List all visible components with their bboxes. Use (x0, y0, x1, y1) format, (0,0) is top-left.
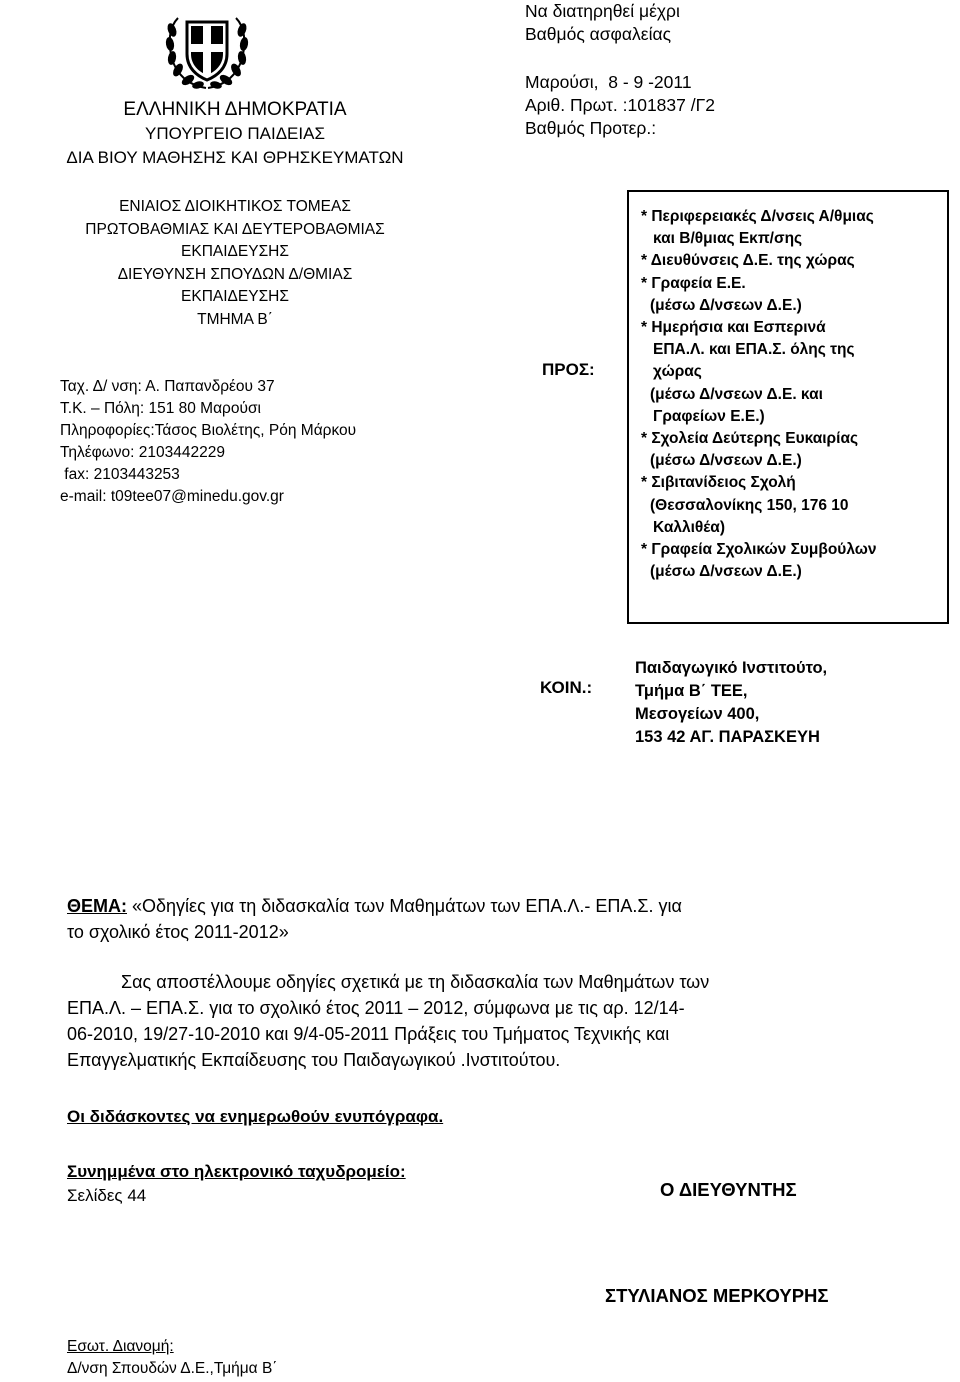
subject-block (67, 893, 887, 945)
contact-email: e-mail: t09tee07@minedu.gov.gr (60, 488, 284, 505)
recipient-line: * Σιβιτανίδειος Σχολή (641, 474, 796, 492)
recipients-label: ΠΡΟΣ: (542, 360, 595, 379)
subject-label: ΘΕΜΑ: (67, 896, 127, 916)
recipient-line: Καλλιθέα) (653, 518, 725, 536)
date-line: Μαρούσι, 8 - 9 -2011 (525, 72, 692, 92)
recipient-line: * Ημερήσια και Εσπερινά (641, 319, 826, 337)
attachments-pages: Σελίδες 44 (67, 1186, 147, 1205)
contact-fax: fax: 2103443253 (60, 466, 180, 483)
copy-to-label: ΚΟΙΝ.: (540, 678, 593, 697)
subject-text-cont: το σχολικό έτος 2011-2012» (67, 922, 289, 942)
recipient-line: Γραφείων Ε.Ε.) (653, 407, 765, 425)
contact-block (60, 376, 356, 508)
signatory-title: Ο ΔΙΕΥΘΥΝΤΗΣ (660, 1179, 797, 1200)
sector-line: ΠΡΩΤΟΒΑΘΜΙΑΣ ΚΑΙ ΔΕΥΤΕΡΟΒΑΘΜΙΑΣ (85, 220, 385, 238)
signatory-name: ΣΤΥΛΙΑΝΟΣ ΜΕΡΚΟΥΡΗΣ (605, 1285, 829, 1306)
attachments-block (67, 1160, 406, 1208)
retention-line: Να διατηρηθεί μέχρι (525, 1, 680, 21)
recipient-line: * Γραφεία Ε.Ε. (641, 274, 746, 292)
recipients-box (627, 190, 949, 624)
recipient-line: (μέσω Δ/νσεων Δ.Ε.) (650, 452, 802, 470)
recipient-line: * Σχολεία Δεύτερης Ευκαιρίας (641, 430, 859, 448)
recipient-line: και Β/θμιας Εκπ/σης (653, 230, 803, 248)
copy-to-line: Μεσογείων 400, (635, 705, 760, 723)
priority-line: Βαθμός Προτερ.: (525, 118, 657, 138)
copy-to-line: Τμήμα Β΄ ΤΕΕ, (635, 682, 748, 700)
sector-line: ΕΝΙΑΙΟΣ ΔΙΟΙΚΗΤΙΚΟΣ ΤΟΜΕΑΣ (119, 198, 351, 215)
sector-line: ΕΚΠΑΙΔΕΥΣΗΣ (181, 243, 289, 260)
subject-text: «Οδηγίες για τη διδασκαλία των Μαθημάτων των ΕΠΑ.Λ.- ΕΠΑ.Σ. για (127, 896, 682, 916)
notice-line: Οι διδάσκοντες να ενημερωθούν ενυπόγραφα. (67, 1107, 444, 1126)
body-line: Σας αποστέλλουμε οδηγίες σχετικά με τη διδασκαλία των Μαθημάτων των (121, 972, 710, 992)
copy-to-line: Παιδαγωγικό Ινστιτούτο, (635, 659, 828, 677)
contact-info: Πληροφορίες:Τάσος Βιολέτης, Ρόη Μάρκου (60, 422, 357, 439)
copy-to-line: 153 42 ΑΓ. ΠΑΡΑΣΚΕΥΗ (635, 728, 820, 746)
internal-distribution-label: Εσωτ. Διανομή: (67, 1338, 174, 1355)
body-line: Επαγγελματικής Εκπαίδευσης του Παιδαγωγικού .Ινστιτούτου. (67, 1050, 561, 1070)
attachments-label: Συνημμένα στο ηλεκτρονικό ταχυδρομείο: (67, 1162, 406, 1181)
ministry-line: ΔΙΑ ΒΙΟΥ ΜΑΘΗΣΗΣ ΚΑΙ ΘΡΗΣΚΕΥΜΑΤΩΝ (66, 148, 404, 167)
recipient-line: (μέσω Δ/νσεων Δ.Ε.) (650, 563, 802, 581)
date-protocol-block (525, 71, 715, 140)
recipient-line: * Γραφεία Σχολικών Συμβούλων (641, 541, 877, 559)
recipient-line: (Θεσσαλονίκης 150, 176 10 (650, 496, 849, 514)
greek-state-emblem-icon (162, 8, 252, 92)
copy-to-block (635, 657, 827, 749)
ministry-line: ΕΛΛΗΝΙΚΗ ΔΗΜΟΚΡΑΤΙΑ (123, 99, 347, 120)
recipient-line: ΕΠΑ.Λ. και ΕΠΑ.Σ. όλης της (653, 341, 855, 359)
contact-address: Ταχ. Δ/ νση: Α. Παπανδρέου 37 (60, 378, 275, 395)
contact-phone: Τηλέφωνο: 2103442229 (60, 444, 225, 461)
sector-heading (60, 196, 410, 331)
contact-postcode: Τ.Κ. – Πόλη: 151 80 Μαρούσι (60, 400, 261, 417)
retention-block (525, 0, 680, 46)
ministry-heading (60, 98, 410, 170)
recipient-line: (μέσω Δ/νσεων Δ.Ε.) (650, 296, 802, 314)
ministry-line: ΥΠΟΥΡΓΕΙΟ ΠΑΙΔΕΙΑΣ (145, 124, 325, 143)
protocol-line: Αριθ. Πρωτ. :101837 /Γ2 (525, 95, 715, 115)
recipient-line: * Περιφερειακές Δ/νσεις Α/θμιας (641, 208, 874, 225)
security-line: Βαθμός ασφαλείας (525, 24, 672, 44)
internal-distribution-line: Δ/νση Σπουδών Δ.Ε.,Τμήμα Β΄ (67, 1360, 278, 1377)
recipient-line: χώρας (653, 363, 702, 381)
internal-distribution (67, 1336, 277, 1380)
sector-line: ΔΙΕΥΘΥΝΣΗ ΣΠΟΥΔΩΝ Δ/ΘΜΙΑΣ (117, 265, 353, 283)
recipient-line: (μέσω Δ/νσεων Δ.Ε. και (650, 385, 823, 403)
body-line: 06-2010, 19/27-10-2010 και 9/4-05-2011 Πράξεις του Τμήματος Τεχνικής και (67, 1024, 670, 1044)
sector-line: ΕΚΠΑΙΔΕΥΣΗΣ (181, 288, 289, 305)
body-paragraph (67, 969, 897, 1073)
recipient-line: * Διευθύνσεις Δ.Ε. της χώρας (641, 252, 855, 270)
sector-line: ΤΜΗΜΑ Β΄ (197, 310, 273, 328)
body-line: ΕΠΑ.Λ. – ΕΠΑ.Σ. για το σχολικό έτος 2011 – 2012, σύμφωνα με τις αρ. 12/14- (67, 998, 685, 1018)
